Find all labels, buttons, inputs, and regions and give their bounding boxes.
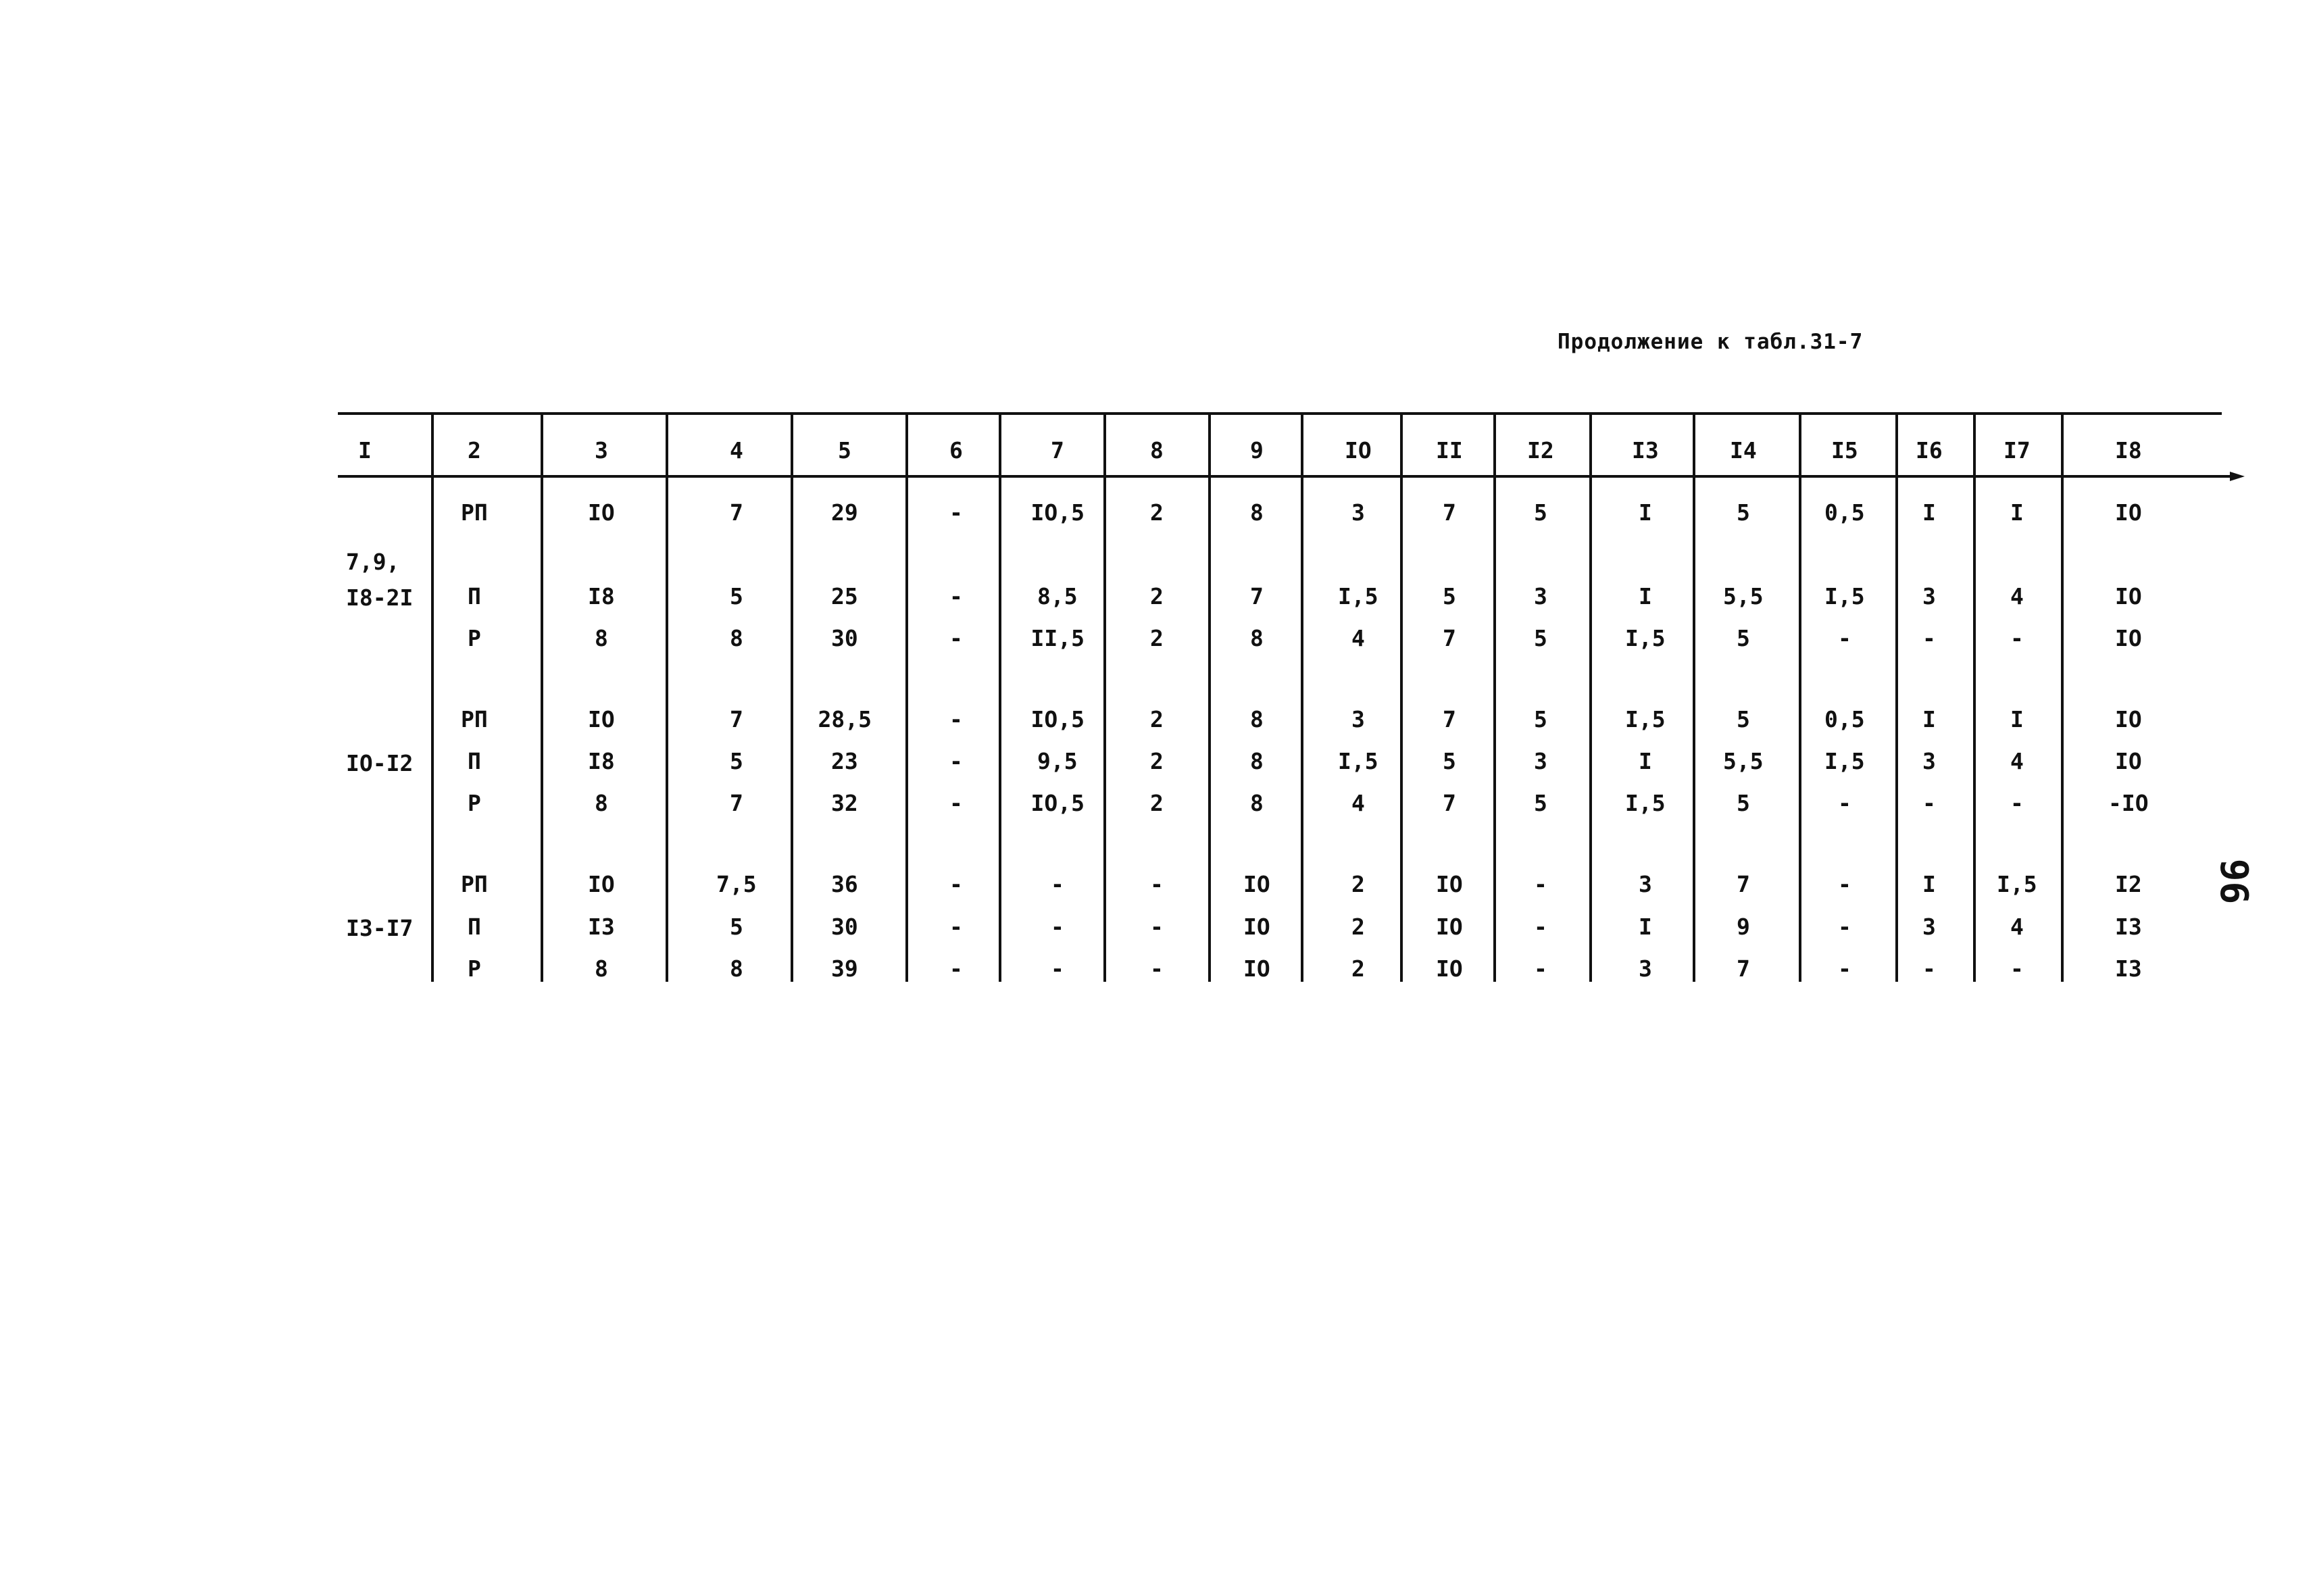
table-cell: 23	[831, 748, 858, 774]
table-cell: I,5	[1997, 871, 2037, 897]
table-cell: 36	[831, 871, 858, 897]
table-cell: -	[1534, 955, 1547, 982]
table-cell: -	[949, 706, 963, 732]
table-cell: -	[949, 499, 963, 526]
table-cell: 3	[1639, 955, 1652, 982]
table-cell: I,5	[1625, 706, 1666, 732]
table-cell: IO	[2115, 625, 2142, 651]
table-cell: 2	[1150, 499, 1164, 526]
table-cell: 5	[730, 914, 743, 940]
table-cell: 2	[1150, 625, 1164, 651]
table-cell: 8	[1250, 706, 1264, 732]
table-cell: -	[1922, 625, 1936, 651]
table-cell: 3	[1922, 748, 1936, 774]
table-cell: I2	[2115, 871, 2142, 897]
header-cell: I7	[2003, 437, 2031, 464]
header-cell: I5	[1831, 437, 1858, 464]
header-cell: 5	[838, 437, 851, 464]
table-cell: IO	[2115, 499, 2142, 526]
header-cell: 6	[949, 437, 963, 464]
table-cell: -	[949, 748, 963, 774]
column-divider	[1301, 414, 1303, 982]
table-cell: IO	[1243, 914, 1270, 940]
table-cell: 4	[1351, 625, 1365, 651]
table-cell: 39	[831, 955, 858, 982]
table-cell: IO	[1436, 871, 1463, 897]
table-cell: 4	[1351, 790, 1365, 816]
page-number: 96	[2212, 858, 2256, 905]
table-cell: IO	[2115, 706, 2142, 732]
column-divider	[1103, 414, 1106, 982]
table-cell: 7	[1443, 706, 1456, 732]
group-label: IO-I2	[346, 750, 414, 776]
table-cell: 7	[1443, 499, 1456, 526]
table-cell: 2	[1351, 914, 1365, 940]
table-cell: 8	[1250, 499, 1264, 526]
table-cell: 30	[831, 914, 858, 940]
table-cell: 7	[730, 499, 743, 526]
column-divider	[1208, 414, 1211, 982]
column-divider	[666, 414, 668, 982]
table-cell: IO	[2115, 748, 2142, 774]
table-cell: 7	[730, 790, 743, 816]
table-cell: 2	[1351, 955, 1365, 982]
table-cell: 8	[730, 625, 743, 651]
table-cell: 25	[831, 583, 858, 609]
table-top-rule	[338, 412, 2222, 415]
table-cell: -	[2010, 625, 2024, 651]
row-type-cell: П	[468, 914, 481, 940]
row-type-cell: РП	[461, 871, 488, 897]
table-cell: 9	[1737, 914, 1750, 940]
header-cell: 3	[595, 437, 608, 464]
column-divider	[541, 414, 543, 982]
table-cell: 3	[1534, 748, 1547, 774]
table-cell: I	[1922, 706, 1936, 732]
table-cell: 5	[1443, 748, 1456, 774]
table-cell: 5,5	[1723, 583, 1764, 609]
table-cell: -	[949, 583, 963, 609]
header-cell: 4	[730, 437, 743, 464]
header-cell: I2	[1527, 437, 1554, 464]
table-cell: IO	[2115, 583, 2142, 609]
table-cell: 4	[2010, 748, 2024, 774]
column-divider	[905, 414, 908, 982]
table-cell: IO	[1436, 955, 1463, 982]
table-cell: I	[1922, 499, 1936, 526]
table-cell: 5,5	[1723, 748, 1764, 774]
table-cell: I3	[2115, 955, 2142, 982]
table-cell: I	[1639, 583, 1652, 609]
table-cell: I,5	[1338, 748, 1378, 774]
table-cell: I,5	[1824, 748, 1865, 774]
table-cell: I8	[588, 748, 615, 774]
table-cell: I,5	[1625, 625, 1666, 651]
table-cell: 3	[1534, 583, 1547, 609]
column-divider	[1895, 414, 1898, 982]
table-cell: 7,5	[716, 871, 757, 897]
row-type-cell: Р	[468, 955, 481, 982]
table-cell: 5	[1443, 583, 1456, 609]
header-cell: I6	[1916, 437, 1943, 464]
table-cell: 7	[1443, 625, 1456, 651]
table-cell: 8	[1250, 790, 1264, 816]
table-cell: -	[1150, 955, 1164, 982]
table-cell: 8	[595, 625, 608, 651]
table-cell: 2	[1150, 706, 1164, 732]
table-cell: I	[2010, 499, 2024, 526]
table-cell: 5	[1534, 625, 1547, 651]
table-cell: IO	[1243, 955, 1270, 982]
table-cell: 5	[1737, 625, 1750, 651]
table-cell: 5	[1737, 706, 1750, 732]
header-cell: I8	[2115, 437, 2142, 464]
table-cell: -	[1838, 914, 1851, 940]
row-type-cell: Р	[468, 625, 481, 651]
table-cell: -	[949, 790, 963, 816]
table-cell: IO	[1243, 871, 1270, 897]
table-cell: 3	[1922, 914, 1936, 940]
column-divider	[1589, 414, 1592, 982]
table-cell: 5	[730, 748, 743, 774]
group-label: I3-I7	[346, 915, 414, 941]
table-cell: 5	[1737, 499, 1750, 526]
table-cell: -	[2010, 955, 2024, 982]
header-cell: II	[1436, 437, 1463, 464]
table-cell: 8	[730, 955, 743, 982]
header-cell: I	[358, 437, 372, 464]
table-cell: IO,5	[1030, 790, 1085, 816]
table-cell: 0,5	[1824, 706, 1865, 732]
table-cell: -	[1922, 955, 1936, 982]
table-cell: I	[1922, 871, 1936, 897]
column-divider	[2061, 414, 2064, 982]
table-cell: 3	[1351, 706, 1365, 732]
table-cell: -	[949, 625, 963, 651]
table-cell: 7	[730, 706, 743, 732]
table-header-rule	[338, 475, 2230, 478]
table-cell: II,5	[1030, 625, 1085, 651]
table-cell: -	[1150, 871, 1164, 897]
table-cell: 7	[1443, 790, 1456, 816]
table-cell: I	[1639, 914, 1652, 940]
table-cell: -	[1922, 790, 1936, 816]
table-cell: 7	[1737, 955, 1750, 982]
header-cell: 2	[468, 437, 481, 464]
column-divider	[1400, 414, 1403, 982]
row-type-cell: РП	[461, 706, 488, 732]
column-divider	[999, 414, 1001, 982]
table-cell: -IO	[2108, 790, 2149, 816]
table-cell: -	[1838, 625, 1851, 651]
header-cell: 7	[1051, 437, 1064, 464]
table-cell: IO,5	[1030, 499, 1085, 526]
table-cell: 5	[1534, 499, 1547, 526]
table-cell: 8	[1250, 748, 1264, 774]
table-cell: I,5	[1824, 583, 1865, 609]
table-cell: -	[1838, 790, 1851, 816]
table-cell: IO	[1436, 914, 1463, 940]
group-label: I8-2I	[346, 584, 414, 611]
table-cell: 0,5	[1824, 499, 1865, 526]
table-cell: 2	[1150, 748, 1164, 774]
table-cell: 7	[1250, 583, 1264, 609]
table-cell: IO,5	[1030, 706, 1085, 732]
table-cell: 28,5	[818, 706, 872, 732]
column-divider	[1693, 414, 1695, 982]
header-cell: 8	[1150, 437, 1164, 464]
table-cell: 5	[730, 583, 743, 609]
table-cell: -	[1838, 871, 1851, 897]
table-cell: -	[949, 914, 963, 940]
table-cell: I	[1639, 499, 1652, 526]
table-cell: -	[1051, 955, 1064, 982]
table-cell: 5	[1534, 790, 1547, 816]
table-cell: 3	[1351, 499, 1365, 526]
table-cell: -	[949, 955, 963, 982]
row-type-cell: Р	[468, 790, 481, 816]
table-cell: I8	[588, 583, 615, 609]
table-cell: I,5	[1625, 790, 1666, 816]
table-cell: 30	[831, 625, 858, 651]
table-cell: I3	[2115, 914, 2142, 940]
table-cell: 4	[2010, 583, 2024, 609]
header-cell: I3	[1632, 437, 1659, 464]
table-cell: 3	[1922, 583, 1936, 609]
table-continuation-caption: Продолжение к табл.31-7	[1558, 330, 1864, 354]
table-cell: IO	[588, 871, 615, 897]
header-rule-arrow	[2230, 472, 2245, 481]
column-divider	[1493, 414, 1496, 982]
group-label: 7,9,	[346, 549, 400, 575]
table-cell: 8	[595, 790, 608, 816]
table-cell: 29	[831, 499, 858, 526]
column-divider	[791, 414, 793, 982]
table-cell: 3	[1639, 871, 1652, 897]
table-cell: IO	[588, 706, 615, 732]
table-cell: I	[1639, 748, 1652, 774]
table-cell: IO	[588, 499, 615, 526]
table-cell: 2	[1150, 583, 1164, 609]
row-type-cell: П	[468, 748, 481, 774]
table-cell: I	[2010, 706, 2024, 732]
header-cell: IO	[1345, 437, 1372, 464]
table-cell: 8	[595, 955, 608, 982]
table-cell: 32	[831, 790, 858, 816]
table-cell: -	[1150, 914, 1164, 940]
row-type-cell: РП	[461, 499, 488, 526]
column-divider	[1799, 414, 1801, 982]
table-cell: -	[2010, 790, 2024, 816]
column-divider	[1973, 414, 1976, 982]
table-cell: 9,5	[1037, 748, 1078, 774]
table-cell: 2	[1150, 790, 1164, 816]
table-cell: 8	[1250, 625, 1264, 651]
table-cell: 7	[1737, 871, 1750, 897]
table-cell: 8,5	[1037, 583, 1078, 609]
table-cell: 5	[1534, 706, 1547, 732]
table-cell: I,5	[1338, 583, 1378, 609]
header-cell: 9	[1250, 437, 1264, 464]
table-cell: 4	[2010, 914, 2024, 940]
table-cell: -	[1051, 914, 1064, 940]
table-cell: -	[1051, 871, 1064, 897]
table-cell: 2	[1351, 871, 1365, 897]
table-cell: -	[949, 871, 963, 897]
header-cell: I4	[1730, 437, 1757, 464]
table-cell: -	[1838, 955, 1851, 982]
column-divider	[431, 414, 434, 982]
row-type-cell: П	[468, 583, 481, 609]
table-cell: -	[1534, 914, 1547, 940]
table-cell: I3	[588, 914, 615, 940]
table-cell: -	[1534, 871, 1547, 897]
table-cell: 5	[1737, 790, 1750, 816]
